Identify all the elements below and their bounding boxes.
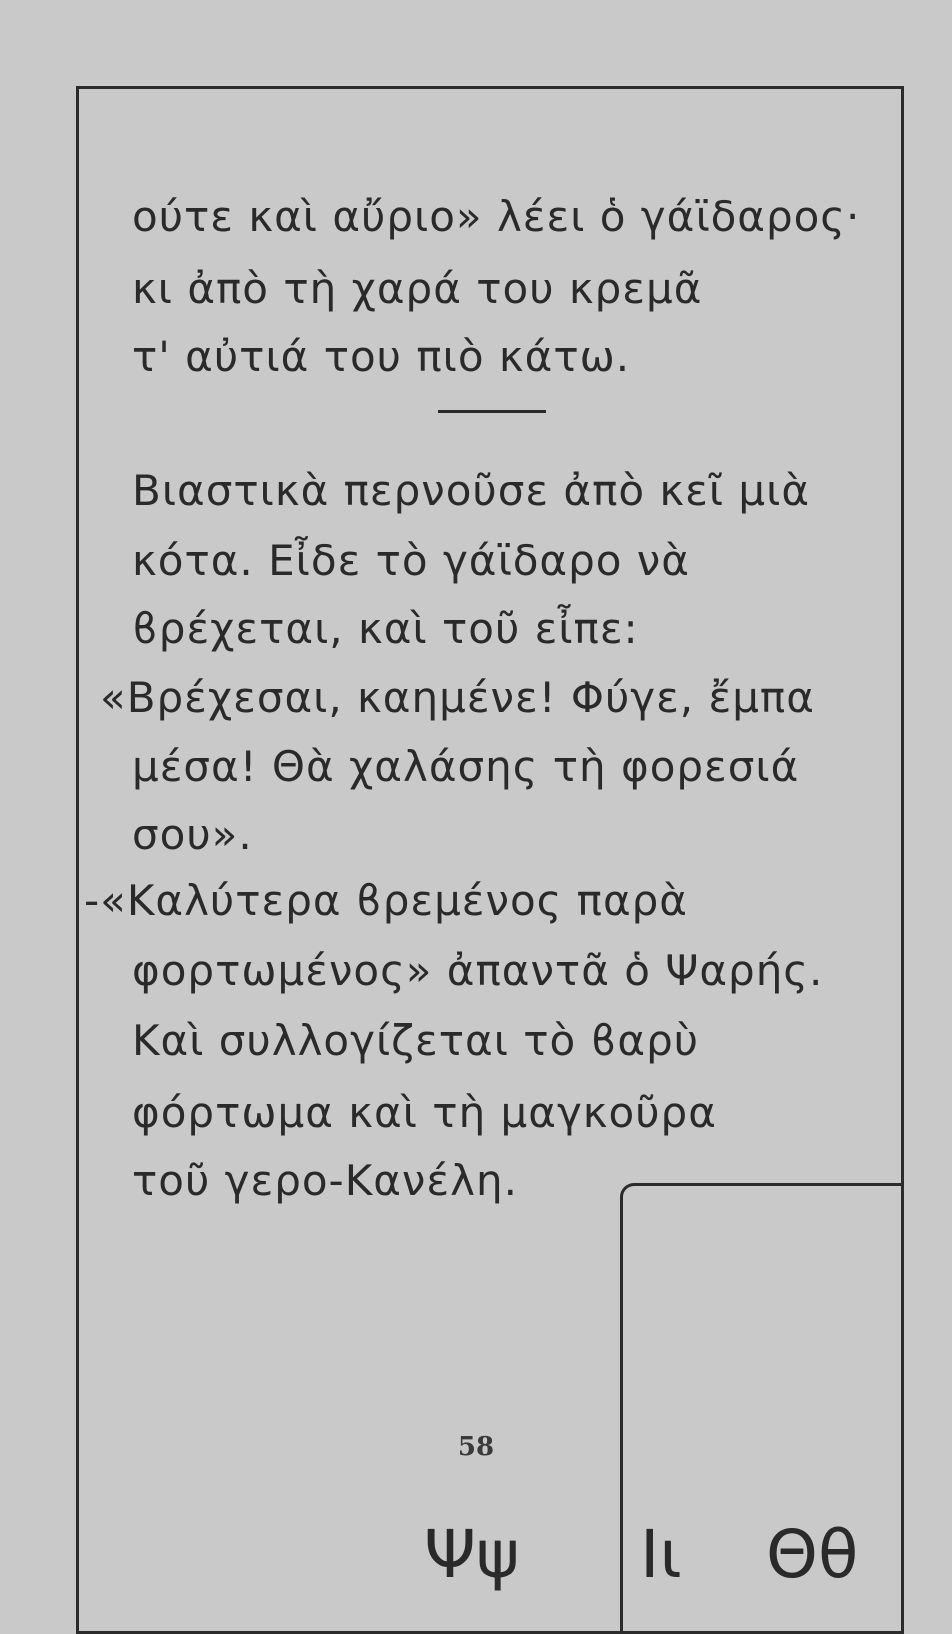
- text-line-6: ϐρέχεται, καὶ τοῦ εἶπε:: [132, 604, 639, 653]
- text-line-13: φόρτωμα καὶ τὴ μαγκοῦρα: [132, 1088, 717, 1137]
- text-line-7: «Βρέχεσαι, καημένε! Φύγε, ἔμπα: [100, 673, 815, 722]
- section-divider: [438, 410, 546, 413]
- letter-theta: Θθ: [766, 1516, 859, 1593]
- text-line-9: σου».: [132, 810, 253, 859]
- text-line-14: τοῦ γερο-Κανέλη.: [132, 1156, 518, 1205]
- text-line-8: μέσα! Θὰ χαλάσης τὴ φορεσιά: [132, 742, 800, 791]
- text-line-10: -«Καλύτερα ϐρεμένος παρὰ: [84, 876, 688, 925]
- text-line-11: φορτωμένος» ἀπαντᾶ ὁ Ψαρής.: [132, 946, 824, 995]
- text-line-3: τ' αὐτιά του πιὸ κάτω.: [132, 332, 631, 381]
- text-line-4: Βιαστικὰ περνοῦσε ἀπὸ κεῖ μιὰ: [132, 466, 811, 515]
- letter-iota: Ιι: [640, 1516, 682, 1593]
- page-number: 58: [457, 1432, 495, 1462]
- letter-psi: Ψψ: [424, 1516, 520, 1593]
- text-line-2: κι ἀπὸ τὴ χαρά του κρεμᾶ: [132, 264, 703, 313]
- text-line-1: ούτε καὶ αὔριο» λέει ὁ γάϊδαρος·: [132, 192, 861, 241]
- text-line-5: κότα. Εἶδε τὸ γάϊδαρο νὰ: [132, 536, 690, 585]
- text-line-12: Καὶ συλλογίζεται τὸ ϐαρὺ: [132, 1016, 700, 1065]
